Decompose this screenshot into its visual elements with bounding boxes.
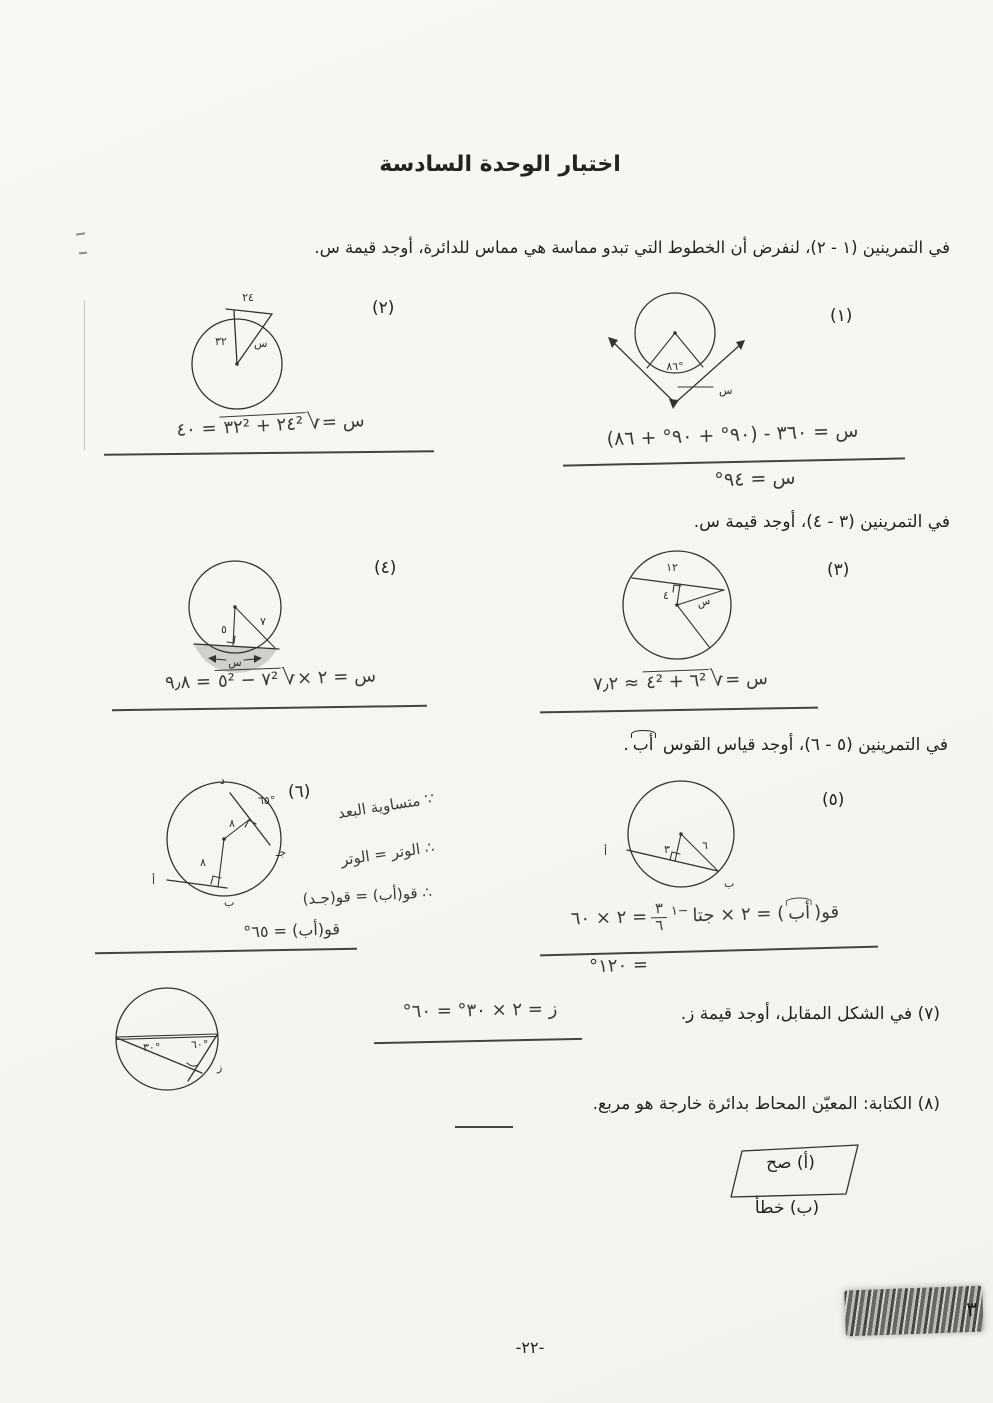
answer-4	[118, 661, 424, 697]
option-a: (أ) صح	[766, 1153, 815, 1173]
center-dot	[673, 331, 677, 335]
scan-smudge	[844, 1286, 984, 1337]
central-angle-label: ٨٦°	[666, 360, 684, 373]
center-dot	[679, 832, 683, 836]
note-line-2: ∴ الوتر = الوتر	[339, 837, 436, 869]
problem5-number: (٥)	[822, 790, 845, 810]
problem1-figure	[600, 280, 853, 435]
answer-5-line2: = ١٢٠°	[588, 954, 649, 978]
radicand: ٧² − ٥²	[215, 668, 282, 692]
perpendicular-lower	[218, 839, 224, 887]
center-dot	[233, 605, 237, 609]
tangent-segment	[226, 309, 272, 314]
margin-tick	[79, 252, 87, 255]
chord-label: ١٢	[666, 561, 678, 574]
angle-60-label: ٦٠°	[191, 1038, 209, 1051]
chord	[632, 578, 724, 590]
equation-result: ≈ ٧٫٢	[592, 672, 640, 696]
margin-crease	[84, 300, 85, 450]
point-a-label: أ	[604, 845, 608, 858]
margin-tick	[76, 232, 85, 235]
answer-underline	[95, 948, 357, 954]
arc-ab-label: أب	[632, 735, 654, 755]
answer-7: ز = ٢ × ٣٠° = ٦٠°	[402, 998, 558, 1023]
point-c-label: جـ	[276, 846, 287, 859]
radicand: ٢٤² + ٣٢²	[220, 412, 307, 438]
radius	[681, 834, 718, 871]
perpendicular	[675, 834, 681, 861]
perpendicular	[677, 584, 680, 605]
measure-open: قو(	[813, 901, 840, 924]
x-label: س	[254, 337, 268, 350]
vertex-angle-mark	[187, 1063, 198, 1066]
x-label: س	[228, 656, 242, 669]
answer-underline	[540, 707, 818, 713]
period: .	[623, 735, 629, 755]
fraction-numerator: ٣	[651, 901, 667, 918]
problem1-number: (١)	[830, 306, 853, 326]
instruction-ex3-4: في التمرينين (٣ - ٤)، أوجد قيمة س.	[693, 512, 950, 532]
right-angle-mark	[211, 876, 221, 884]
answer-3	[548, 663, 814, 697]
distance-upper-label: ٨	[229, 817, 235, 830]
tangent-label: ٢٤	[242, 291, 254, 304]
arrowhead	[736, 340, 745, 350]
problem5-figure	[600, 775, 815, 910]
radius-label: ٧	[260, 615, 266, 628]
problem7-figure	[105, 980, 280, 1115]
instruction-ex5-6	[560, 735, 950, 755]
note-line-4: قو(أب) = ٦٥°	[243, 919, 341, 942]
problem6-number: (٦)	[288, 782, 311, 802]
problem4-number: (٤)	[374, 558, 397, 578]
inverse-exponent: −١	[670, 902, 689, 918]
note-line-3: ∴ قو(أب) = قو(جـد)	[302, 883, 433, 909]
angle-30-label: ٣٠°	[143, 1041, 161, 1054]
radius-lower	[677, 605, 710, 648]
equation-tail: = ٢ × ٦٠	[570, 906, 648, 930]
point-b-label: ب	[724, 877, 735, 890]
arc-ab: أب	[787, 902, 811, 924]
x-label: س	[695, 593, 712, 610]
distance-label: ٤	[663, 589, 669, 602]
center-dot	[235, 362, 239, 366]
equation-result: = ٩٫٨	[164, 671, 212, 694]
x-label: س	[719, 384, 733, 397]
smudge-glyph: ٣	[965, 1296, 978, 1322]
equation-result: = ٤٠	[175, 417, 218, 441]
page-title: اختبار الوحدة السادسة	[379, 152, 621, 177]
radical-sign: √	[281, 665, 297, 691]
problem3-figure	[600, 545, 830, 680]
distance-label: ٣	[664, 843, 670, 856]
vertex-arrow	[669, 399, 679, 409]
arc-label: ٦٥°	[258, 794, 276, 807]
problem3-number: (٣)	[827, 560, 850, 580]
radicand: ٦² + ٤²	[643, 669, 710, 693]
option-b: (ب) خطأ	[754, 1198, 820, 1218]
center-dot	[675, 603, 679, 607]
problem8-question: (٨) الكتابة: المعيّن المحاط بدائرة خارجة هو مربع.	[592, 1094, 940, 1114]
radius	[235, 607, 275, 648]
radical-sign: √	[709, 666, 725, 692]
answer-underline	[104, 450, 434, 455]
answer-1-line2: س = ٩٤°	[714, 466, 796, 492]
distance-label: ٥	[221, 623, 227, 636]
perpendicular-upper	[224, 819, 250, 839]
fraction	[651, 901, 668, 934]
point-d-label: د	[220, 774, 225, 787]
radius-label: ٦	[702, 839, 708, 852]
instruction-ex1-2: في التمرينين (١ - ٢)، لنفرض أن الخطوط التي تبدو مماسة هي مماس للدائرة، أوجد قيمة س.	[314, 238, 950, 257]
answer-underline	[540, 946, 878, 956]
answer-underline	[374, 1038, 582, 1044]
answer-5-line1	[540, 896, 871, 938]
instruction-text: في التمرينين (٥ - ٦)، أوجد قياس القوس	[662, 735, 948, 755]
angle-z-label: ز	[217, 1061, 223, 1074]
center-dot	[222, 837, 226, 841]
point-a-label: أ	[152, 874, 156, 887]
distance-lower-label: ٨	[200, 856, 206, 869]
answer-underline	[112, 705, 427, 711]
point-b-label: ب	[224, 896, 235, 909]
note-line-1: ∵ متساوية البعد	[336, 789, 436, 823]
problem2-number: (٢)	[372, 298, 395, 318]
equation-mid: ) = ٢ × جتا	[692, 902, 785, 927]
answer-blank-line	[455, 1126, 513, 1128]
page-number: -٢٢-	[515, 1338, 545, 1357]
radius-label: ٣٢	[215, 335, 227, 348]
fraction-denominator: ٦	[655, 917, 664, 935]
equation-lhs: س = ٢ ×	[296, 665, 377, 690]
problem7-question: (٧) في الشكل المقابل، أوجد قيمة ز.	[680, 1004, 940, 1024]
problem2-figure	[170, 283, 400, 415]
answer-1-line1: س = ٣٦٠ - (٩٠° + ٩٠° + ٨٦)	[606, 419, 859, 451]
radical-sign: √	[306, 409, 322, 436]
equation-lhs: س =	[724, 667, 769, 691]
equation-lhs: س =	[321, 410, 366, 434]
problem4-figure	[180, 545, 365, 680]
